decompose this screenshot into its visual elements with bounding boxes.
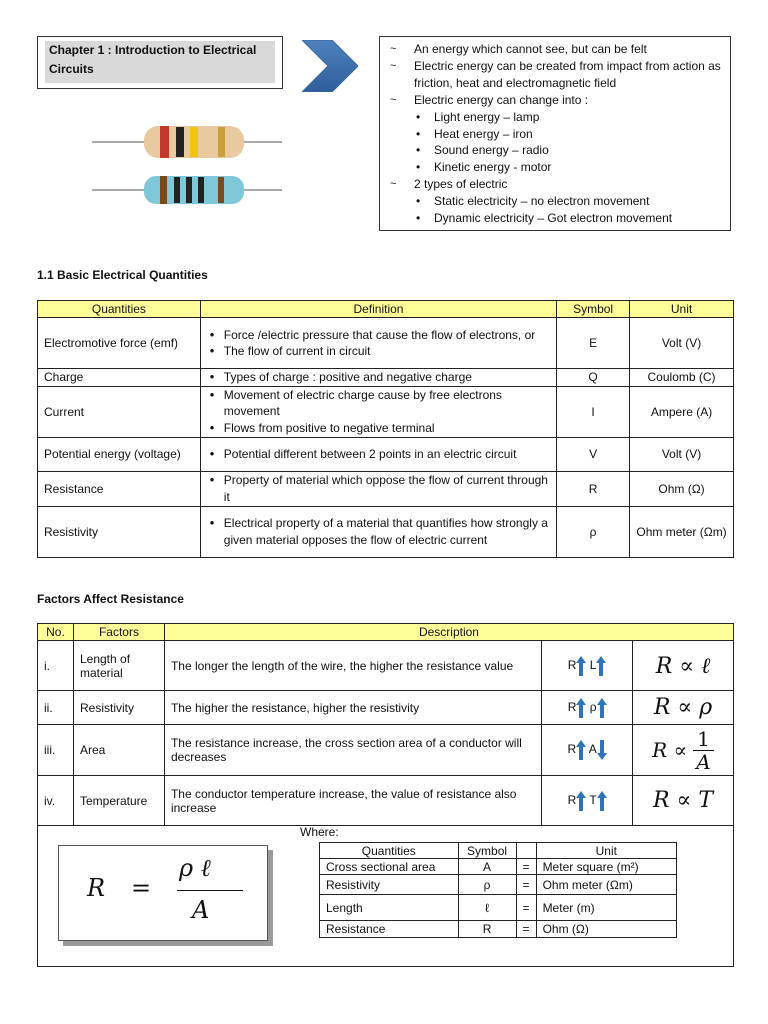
factor-number: ii. bbox=[38, 691, 74, 725]
note-subitem bbox=[386, 126, 724, 143]
table-header: Symbol bbox=[458, 843, 516, 859]
relation-right: ρ bbox=[589, 699, 597, 714]
factor-name: Temperature bbox=[73, 776, 164, 826]
factor-description: The longer the length of the wire, the higher the resistance value bbox=[164, 641, 541, 691]
where-unit: Ohm (Ω) bbox=[536, 921, 676, 938]
tilde-bullet: ~ bbox=[390, 178, 397, 191]
where-equals: = bbox=[516, 921, 536, 938]
factor-number: i. bbox=[38, 641, 74, 691]
fraction bbox=[693, 728, 714, 773]
arrow-up-icon bbox=[576, 698, 586, 718]
note-subitem bbox=[386, 159, 724, 176]
definition-cell bbox=[200, 471, 556, 506]
unit-cell: Ohm (Ω) bbox=[630, 471, 734, 506]
where-quantity: Cross sectional area bbox=[320, 859, 459, 875]
unit-cell: Volt (V) bbox=[630, 437, 734, 471]
definition-list bbox=[207, 327, 550, 360]
bullet-icon: • bbox=[416, 126, 421, 141]
table-row bbox=[320, 921, 677, 938]
definition-item: • Flows from positive to negative terminal bbox=[224, 420, 550, 437]
table-header: Factors bbox=[73, 624, 164, 641]
table-header: Quantities bbox=[320, 843, 459, 859]
relation-arrows bbox=[542, 776, 633, 826]
where-equals: = bbox=[516, 875, 536, 895]
note-subitem-text: Static electricity – no electron movement bbox=[434, 194, 650, 209]
symbol-cell: Q bbox=[557, 369, 630, 387]
proportionality-cell bbox=[633, 641, 734, 691]
unit-cell: Ohm meter (Ωm) bbox=[630, 506, 734, 557]
note-item bbox=[386, 92, 724, 109]
relation-arrows bbox=[542, 691, 633, 725]
bullet-icon: • bbox=[416, 194, 421, 209]
formula-equals: = bbox=[131, 874, 152, 902]
unit-cell: Ampere (A) bbox=[630, 386, 734, 437]
relation-left: R bbox=[567, 792, 577, 807]
table-row bbox=[38, 318, 734, 369]
note-text: 2 types of electric bbox=[414, 177, 508, 192]
symbol-cell: I bbox=[557, 386, 630, 437]
note-subitem bbox=[386, 193, 724, 210]
definition-cell bbox=[200, 506, 556, 557]
arrow-up-icon bbox=[576, 656, 586, 676]
where-quantity: Resistivity bbox=[320, 875, 459, 895]
note-item bbox=[386, 176, 724, 193]
note-subitem bbox=[386, 109, 724, 126]
factor-name: Resistivity bbox=[73, 691, 164, 725]
proportionality-cell bbox=[633, 691, 734, 725]
factor-number: iv. bbox=[38, 776, 74, 826]
factors-heading: Factors Affect Resistance bbox=[37, 592, 184, 606]
note-subitem-text: Sound energy – radio bbox=[434, 143, 549, 158]
arrow-up-icon bbox=[576, 791, 586, 811]
definition-list bbox=[207, 369, 550, 386]
note-item bbox=[386, 41, 724, 58]
quantity-cell: Current bbox=[38, 386, 201, 437]
note-subitem-text: Heat energy – iron bbox=[434, 126, 533, 141]
table-row bbox=[38, 691, 734, 725]
relation-right: T bbox=[589, 792, 597, 807]
note-subitem-text: Kinetic energy - motor bbox=[434, 160, 552, 175]
unit-cell: Volt (V) bbox=[630, 318, 734, 369]
factors-table bbox=[37, 623, 734, 826]
arrow-up-icon bbox=[576, 740, 586, 760]
table-header: Unit bbox=[536, 843, 676, 859]
definition-item: • Electrical property of a material that quantifies how strongly a given material opposes the flow of electric current bbox=[224, 515, 550, 548]
table-header: No. bbox=[38, 624, 74, 641]
definition-cell bbox=[200, 318, 556, 369]
relation-right: L bbox=[589, 657, 597, 672]
definition-list bbox=[207, 472, 550, 505]
definition-item: • Movement of electric charge cause by free electrons movement bbox=[224, 387, 550, 420]
proportionality-cell bbox=[633, 776, 734, 826]
fraction-denominator: A bbox=[696, 749, 711, 774]
quantity-cell: Resistivity bbox=[38, 506, 201, 557]
unit-cell: Coulomb (C) bbox=[630, 369, 734, 387]
factor-name: Length of material bbox=[73, 641, 164, 691]
table-row bbox=[320, 859, 677, 875]
definition-cell bbox=[200, 386, 556, 437]
definition-item: • Property of material which oppose the flow of current through it bbox=[224, 472, 550, 505]
definition-list bbox=[207, 515, 550, 548]
bullet-icon: • bbox=[416, 211, 421, 226]
bullet-icon: • bbox=[416, 109, 421, 124]
factor-description: The resistance increase, the cross section area of a conductor will decreases bbox=[164, 725, 541, 776]
definition-list bbox=[207, 387, 550, 437]
formula-numerator: ρ ℓ bbox=[179, 854, 211, 882]
resistance-formula bbox=[58, 845, 268, 941]
table-row bbox=[38, 725, 734, 776]
where-symbol: ρ bbox=[458, 875, 516, 895]
table-header: Symbol bbox=[557, 301, 630, 318]
quantities-table bbox=[37, 300, 734, 558]
proportionality: R ∝ T bbox=[652, 788, 714, 813]
table-row bbox=[320, 875, 677, 895]
arrow-down-icon bbox=[597, 740, 607, 760]
where-unit: Meter (m) bbox=[536, 895, 676, 921]
where-label: Where: bbox=[300, 825, 339, 839]
tilde-bullet: ~ bbox=[390, 93, 397, 106]
tilde-bullet: ~ bbox=[390, 43, 397, 55]
relation-arrows bbox=[542, 725, 633, 776]
definition-item: • The flow of current in circuit bbox=[224, 343, 550, 360]
factor-name: Area bbox=[73, 725, 164, 776]
note-subitem-text: Dynamic electricity – Got electron movement bbox=[434, 211, 673, 226]
note-subitem bbox=[386, 142, 724, 159]
quantity-cell: Resistance bbox=[38, 471, 201, 506]
tilde-bullet: ~ bbox=[390, 59, 397, 72]
table-row bbox=[38, 776, 734, 826]
arrow-up-icon bbox=[597, 791, 607, 811]
chevron-right-icon bbox=[302, 40, 358, 92]
quantity-cell: Potential energy (voltage) bbox=[38, 437, 201, 471]
energy-notes bbox=[379, 36, 731, 231]
table-header: Quantities bbox=[38, 301, 201, 318]
bullet-icon: • bbox=[416, 143, 421, 158]
proportionality: R ∝ ρ bbox=[653, 695, 713, 720]
definition-item: • Types of charge : positive and negative charge bbox=[224, 369, 550, 386]
symbol-cell: V bbox=[557, 437, 630, 471]
table-header: Unit bbox=[630, 301, 734, 318]
where-unit: Ohm meter (Ωm) bbox=[536, 875, 676, 895]
quantity-cell: Electromotive force (emf) bbox=[38, 318, 201, 369]
fraction-bar bbox=[177, 890, 243, 891]
definition-cell bbox=[200, 437, 556, 471]
table-row bbox=[320, 895, 677, 921]
formula-lhs: R bbox=[87, 874, 106, 902]
where-quantity: Resistance bbox=[320, 921, 459, 938]
table-row bbox=[38, 369, 734, 387]
relation-arrows bbox=[542, 641, 633, 691]
table-header bbox=[516, 843, 536, 859]
factor-description: The conductor temperature increase, the value of resistance also increase bbox=[164, 776, 541, 826]
note-text: Electric energy can be created from impact from action as friction, heat and electromagnetic field bbox=[414, 58, 721, 90]
where-symbol: ℓ bbox=[458, 895, 516, 921]
proportionality-cell bbox=[633, 725, 734, 776]
proportionality bbox=[652, 728, 714, 773]
table-row bbox=[38, 471, 734, 506]
resistors-image bbox=[92, 118, 282, 214]
chapter-title: Chapter 1 : Introduction to Electrical Circuits bbox=[45, 41, 275, 83]
note-subitem bbox=[386, 210, 724, 227]
where-table bbox=[319, 842, 677, 938]
fraction-numerator: 1 bbox=[693, 728, 714, 751]
section-heading: 1.1 Basic Electrical Quantities bbox=[37, 268, 208, 282]
proportionality: R ∝ ℓ bbox=[655, 653, 711, 679]
formula-denominator: A bbox=[192, 896, 210, 924]
arrow-up-icon bbox=[596, 656, 606, 676]
symbol-cell: R bbox=[557, 471, 630, 506]
definition-item: • Force /electric pressure that cause the flow of electrons, or bbox=[224, 327, 550, 344]
chapter-title-box bbox=[37, 36, 283, 89]
table-row bbox=[38, 437, 734, 471]
table-row bbox=[38, 506, 734, 557]
relation-left: R bbox=[567, 742, 577, 757]
symbol-cell: E bbox=[557, 318, 630, 369]
where-equals: = bbox=[516, 895, 536, 921]
relation-left: R bbox=[567, 657, 577, 672]
where-quantity: Length bbox=[320, 895, 459, 921]
table-header: Description bbox=[164, 624, 733, 641]
where-symbol: R bbox=[458, 921, 516, 938]
factor-description: The higher the resistance, higher the resistivity bbox=[164, 691, 541, 725]
note-text: Electric energy can change into : bbox=[414, 92, 589, 107]
table-row bbox=[38, 641, 734, 691]
proportionality-lhs: R ∝ bbox=[652, 738, 688, 762]
relation-right: A bbox=[588, 742, 597, 757]
table-row bbox=[38, 386, 734, 437]
bullet-icon: • bbox=[416, 160, 421, 175]
where-unit: Meter square (m²) bbox=[536, 859, 676, 875]
note-item bbox=[386, 58, 724, 92]
quantity-cell: Charge bbox=[38, 369, 201, 387]
definition-list bbox=[207, 446, 550, 463]
definition-cell bbox=[200, 369, 556, 387]
where-equals: = bbox=[516, 859, 536, 875]
arrow-up-icon bbox=[597, 698, 607, 718]
where-symbol: A bbox=[458, 859, 516, 875]
factor-number: iii. bbox=[38, 725, 74, 776]
relation-left: R bbox=[567, 699, 577, 714]
note-subitem-text: Light energy – lamp bbox=[434, 109, 540, 124]
definition-item: • Potential different between 2 points in an electric circuit bbox=[224, 446, 550, 463]
table-header: Definition bbox=[200, 301, 556, 318]
symbol-cell: ρ bbox=[557, 506, 630, 557]
note-text: An energy which cannot see, but can be felt bbox=[414, 42, 647, 56]
